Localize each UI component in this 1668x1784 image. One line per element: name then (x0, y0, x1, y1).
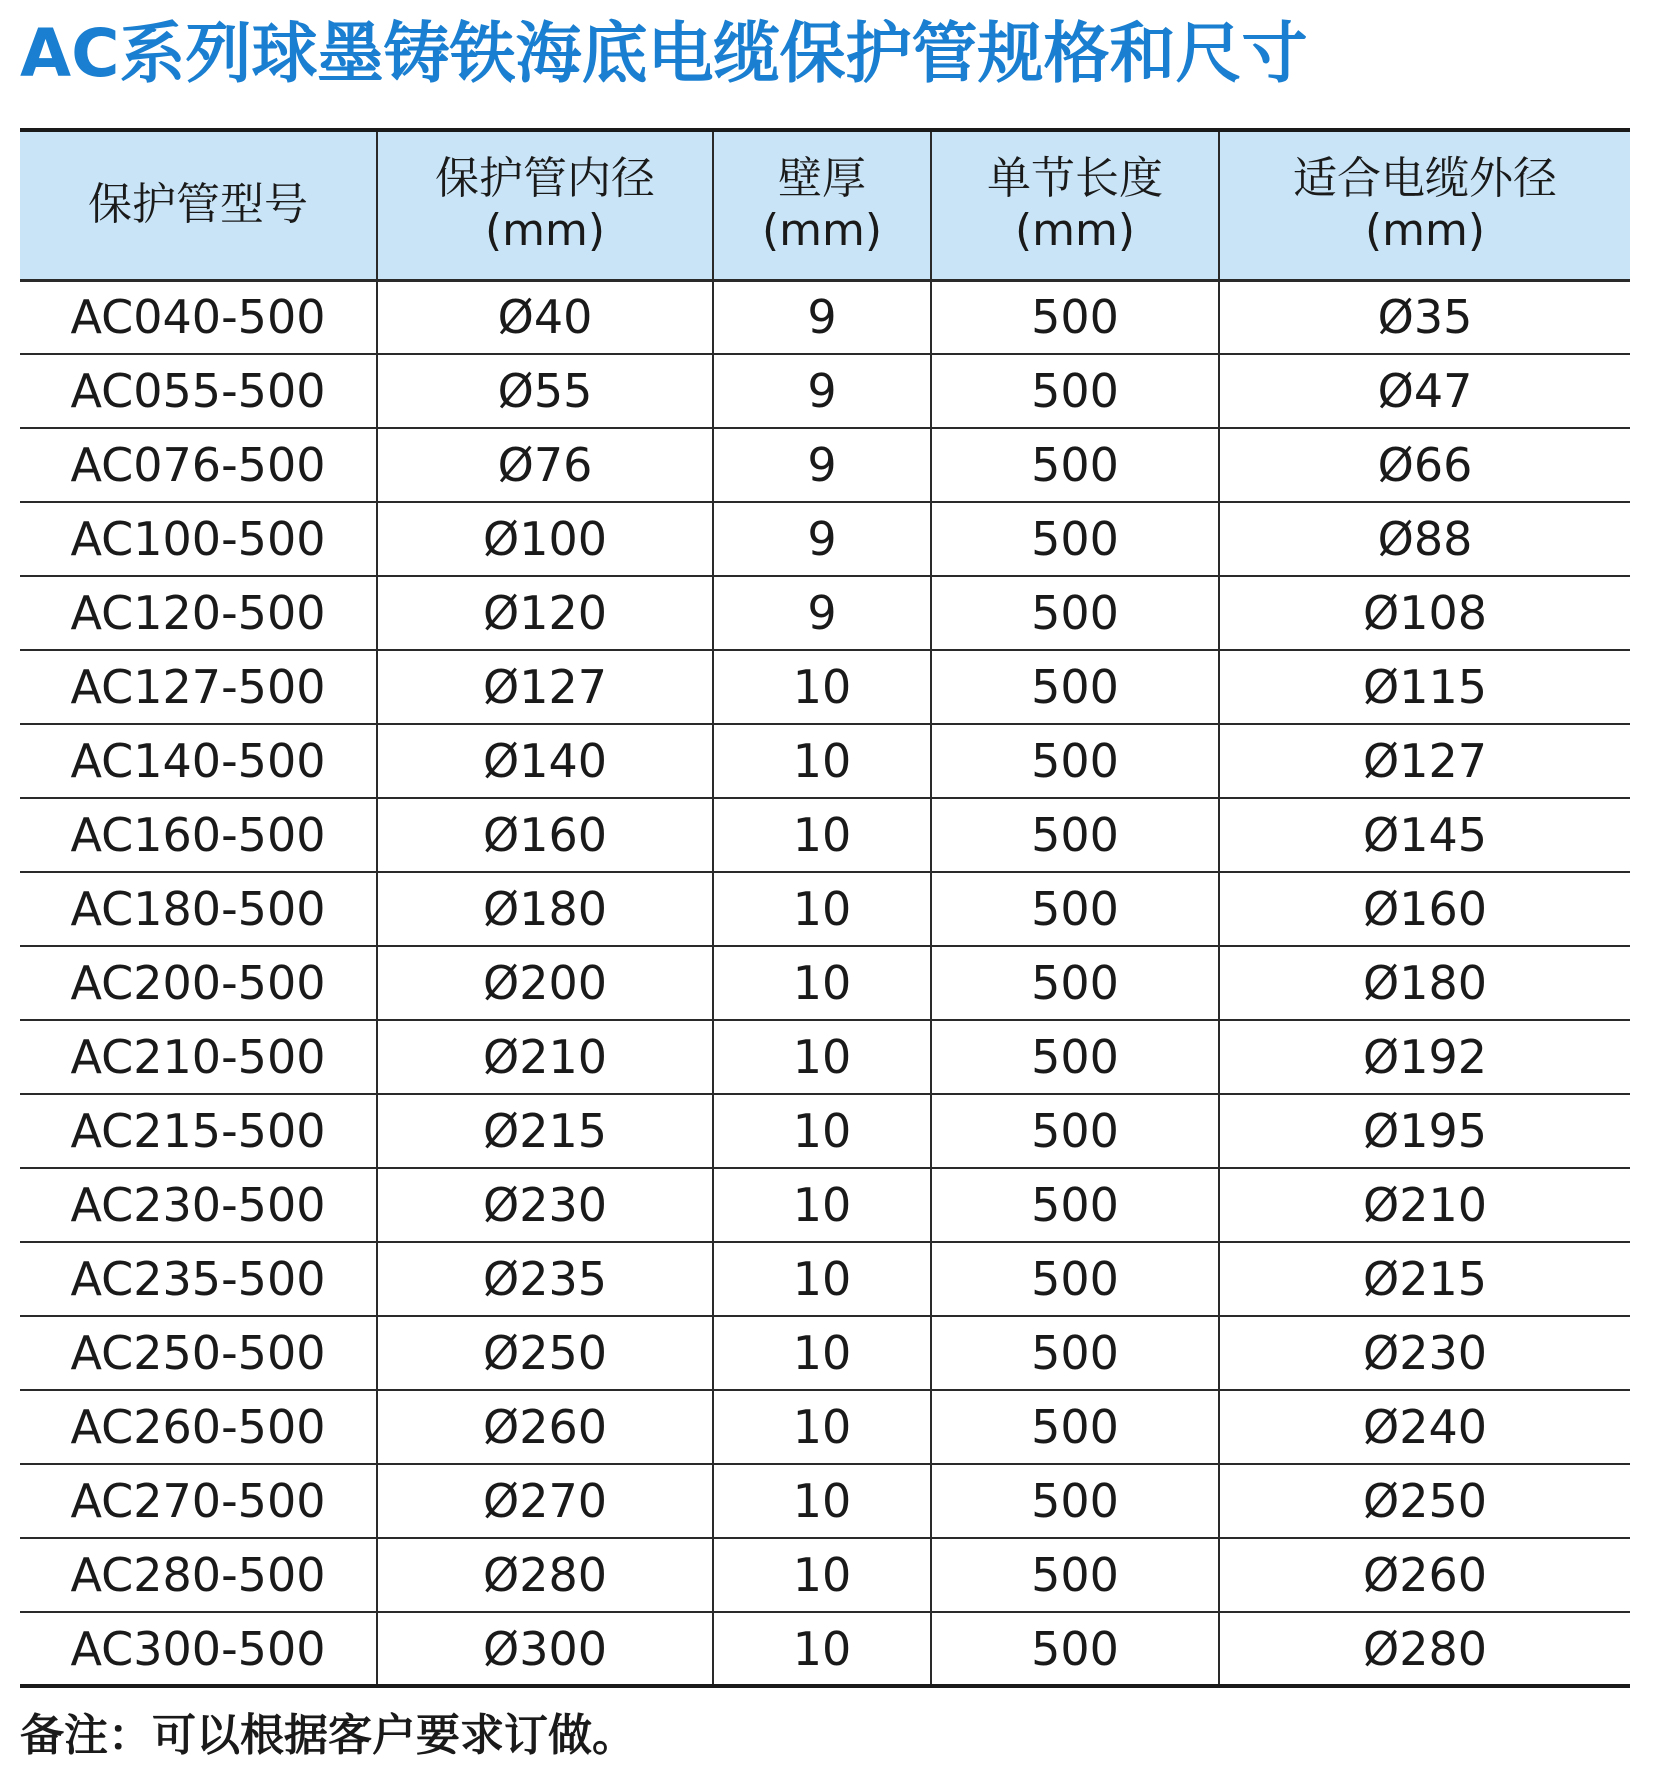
cell-inner-diameter: Ø300 (377, 1612, 713, 1686)
cell-cable-outer-diameter: Ø66 (1219, 428, 1630, 502)
cell-cable-outer-diameter: Ø88 (1219, 502, 1630, 576)
cell-wall-thickness: 10 (713, 1612, 931, 1686)
cell-cable-outer-diameter: Ø215 (1219, 1242, 1630, 1316)
footnote: 备注：可以根据客户要求订做。 (20, 1710, 636, 1761)
cell-cable-outer-diameter: Ø47 (1219, 354, 1630, 428)
cell-model: AC280-500 (20, 1538, 377, 1612)
cell-inner-diameter: Ø235 (377, 1242, 713, 1316)
cell-inner-diameter: Ø160 (377, 798, 713, 872)
table-row (20, 650, 1630, 724)
cell-cable-outer-diameter: Ø195 (1219, 1094, 1630, 1168)
cell-model: AC215-500 (20, 1094, 377, 1168)
table-header (20, 130, 1630, 280)
table-row (20, 280, 1630, 354)
table-row (20, 576, 1630, 650)
cell-wall-thickness: 10 (713, 1094, 931, 1168)
cell-wall-thickness: 9 (713, 354, 931, 428)
cell-section-length: 500 (931, 576, 1219, 650)
cell-section-length: 500 (931, 946, 1219, 1020)
cell-section-length: 500 (931, 1020, 1219, 1094)
cell-model: AC127-500 (20, 650, 377, 724)
cell-section-length: 500 (931, 1242, 1219, 1316)
cell-inner-diameter: Ø280 (377, 1538, 713, 1612)
table-row (20, 946, 1630, 1020)
header-label: 保护管型号 (88, 179, 308, 231)
header-unit: (mm) (761, 205, 883, 257)
table-row (20, 1538, 1630, 1612)
cell-wall-thickness: 9 (713, 502, 931, 576)
cell-model: AC270-500 (20, 1464, 377, 1538)
table-row (20, 1168, 1630, 1242)
cell-wall-thickness: 10 (713, 798, 931, 872)
cell-inner-diameter: Ø40 (377, 280, 713, 354)
cell-section-length: 500 (931, 428, 1219, 502)
cell-cable-outer-diameter: Ø145 (1219, 798, 1630, 872)
cell-model: AC040-500 (20, 280, 377, 354)
cell-section-length: 500 (931, 1464, 1219, 1538)
cell-section-length: 500 (931, 798, 1219, 872)
header-label: 壁厚 (778, 153, 866, 205)
table-row (20, 1242, 1630, 1316)
cell-inner-diameter: Ø120 (377, 576, 713, 650)
cell-wall-thickness: 10 (713, 1242, 931, 1316)
cell-model: AC300-500 (20, 1612, 377, 1686)
cell-cable-outer-diameter: Ø115 (1219, 650, 1630, 724)
cell-model: AC100-500 (20, 502, 377, 576)
header-section-length (931, 130, 1219, 280)
table-body (20, 280, 1630, 1686)
cell-inner-diameter: Ø180 (377, 872, 713, 946)
cell-model: AC200-500 (20, 946, 377, 1020)
header-unit: (mm) (1364, 205, 1486, 257)
table-row (20, 1612, 1630, 1686)
cell-inner-diameter: Ø140 (377, 724, 713, 798)
cell-wall-thickness: 9 (713, 576, 931, 650)
cell-cable-outer-diameter: Ø108 (1219, 576, 1630, 650)
cell-cable-outer-diameter: Ø192 (1219, 1020, 1630, 1094)
table-row (20, 872, 1630, 946)
cell-section-length: 500 (931, 354, 1219, 428)
cell-inner-diameter: Ø55 (377, 354, 713, 428)
cell-cable-outer-diameter: Ø160 (1219, 872, 1630, 946)
cell-wall-thickness: 9 (713, 428, 931, 502)
cell-wall-thickness: 10 (713, 650, 931, 724)
cell-cable-outer-diameter: Ø35 (1219, 280, 1630, 354)
cell-cable-outer-diameter: Ø127 (1219, 724, 1630, 798)
cell-wall-thickness: 9 (713, 280, 931, 354)
cell-inner-diameter: Ø215 (377, 1094, 713, 1168)
cell-wall-thickness: 10 (713, 1316, 931, 1390)
table-row (20, 1390, 1630, 1464)
cell-cable-outer-diameter: Ø280 (1362, 1621, 1487, 1676)
cell-inner-diameter: Ø260 (377, 1390, 713, 1464)
cell-cable-outer-diameter: Ø250 (1219, 1464, 1630, 1538)
cell-wall-thickness: 10 (713, 724, 931, 798)
table-row (20, 428, 1630, 502)
header-inner-diameter (377, 130, 713, 280)
cell-wall-thickness: 10 (713, 1168, 931, 1242)
cell-wall-thickness: 10 (713, 1538, 931, 1612)
cell-model: AC250-500 (20, 1316, 377, 1390)
header-unit: (mm) (484, 205, 606, 257)
cell-section-length: 500 (931, 1538, 1219, 1612)
cell-inner-diameter: Ø270 (377, 1464, 713, 1538)
header-label: 保护管内径 (435, 153, 655, 205)
cell-cable-outer-diameter: Ø180 (1219, 946, 1630, 1020)
header-label: 单节长度 (987, 153, 1163, 205)
cell-section-length: 500 (931, 1390, 1219, 1464)
cell-inner-diameter: Ø210 (377, 1020, 713, 1094)
header-model (20, 130, 377, 280)
table-row (20, 724, 1630, 798)
cell-section-length: 500 (931, 1316, 1219, 1390)
page-title: AC系列球墨铸铁海底电缆保护管规格和尺寸 (20, 15, 1308, 92)
table-row (20, 1464, 1630, 1538)
cell-model: AC055-500 (20, 354, 377, 428)
cell-inner-diameter: Ø200 (377, 946, 713, 1020)
cell-section-length: 500 (931, 280, 1219, 354)
cell-model: AC230-500 (20, 1168, 377, 1242)
cell-inner-diameter: Ø230 (377, 1168, 713, 1242)
header-wall-thickness (713, 130, 931, 280)
cell-model: AC140-500 (20, 724, 377, 798)
header-label: 适合电缆外径 (1293, 153, 1557, 205)
cell-cable-outer-diameter: Ø230 (1219, 1316, 1630, 1390)
cell-wall-thickness: 10 (713, 1020, 931, 1094)
cell-section-length: 500 (931, 724, 1219, 798)
cell-section-length: 500 (931, 1094, 1219, 1168)
header-row (20, 130, 1630, 280)
table-row (20, 1020, 1630, 1094)
table-row (20, 502, 1630, 576)
cell-model: AC160-500 (20, 798, 377, 872)
cell-inner-diameter: Ø250 (377, 1316, 713, 1390)
cell-inner-diameter: Ø127 (377, 650, 713, 724)
cell-model: AC076-500 (20, 428, 377, 502)
table-row (20, 354, 1630, 428)
cell-cable-outer-diameter: Ø260 (1219, 1538, 1630, 1612)
cell-wall-thickness: 10 (713, 946, 931, 1020)
table-row (20, 1316, 1630, 1390)
cell-cable-outer-diameter: Ø210 (1219, 1168, 1630, 1242)
cell-section-length: 500 (931, 1612, 1219, 1686)
cell-wall-thickness: 10 (713, 1464, 931, 1538)
cell-inner-diameter: Ø100 (377, 502, 713, 576)
cell-section-length: 500 (931, 1168, 1219, 1242)
cell-inner-diameter: Ø76 (377, 428, 713, 502)
table-row (20, 798, 1630, 872)
cell-model: AC235-500 (20, 1242, 377, 1316)
cell-model: AC210-500 (20, 1020, 377, 1094)
table-row (20, 1094, 1630, 1168)
cell-cable-outer-diameter: Ø240 (1219, 1390, 1630, 1464)
cell-model: AC180-500 (20, 872, 377, 946)
cell-section-length: 500 (931, 502, 1219, 576)
header-unit: (mm) (1014, 205, 1136, 257)
cell-wall-thickness: 10 (713, 1390, 931, 1464)
header-cable-outer-diameter (1219, 130, 1630, 280)
cell-model: AC120-500 (20, 576, 377, 650)
cell-model: AC260-500 (20, 1390, 377, 1464)
cell-section-length: 500 (931, 650, 1219, 724)
cell-section-length: 500 (931, 872, 1219, 946)
spec-table (20, 128, 1630, 1688)
cell-wall-thickness: 10 (713, 872, 931, 946)
